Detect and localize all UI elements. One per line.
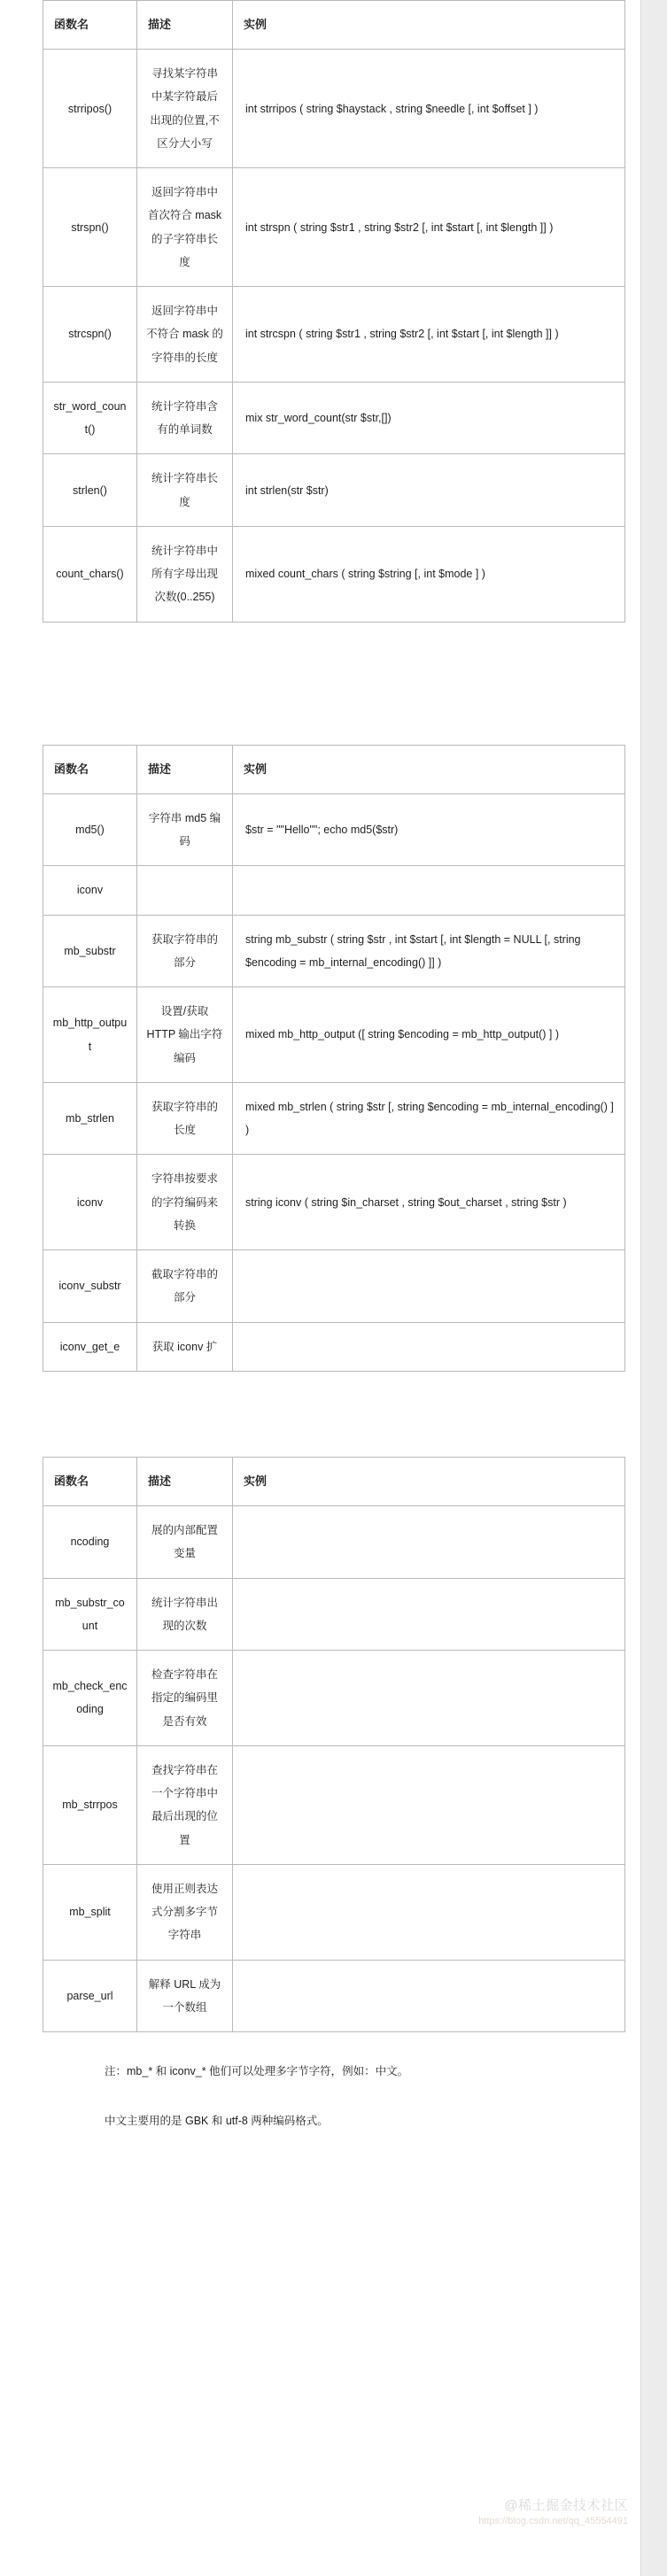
cell-function-name: strspn()	[43, 168, 137, 287]
column-header-description: 描述	[137, 1, 233, 50]
watermark-brand: @稀土掘金技术社区	[504, 2498, 628, 2513]
cell-description: 统计字符串长度	[137, 454, 233, 527]
cell-example	[233, 1651, 625, 1746]
footer-notes	[0, 2032, 641, 2129]
cell-function-name: mb_http_output	[43, 987, 137, 1083]
column-header-description: 描述	[137, 1457, 233, 1505]
mb-functions-table	[43, 1457, 625, 2032]
note-line-encoding: 中文主要用的是 GBK 和 utf-8 两种编码格式。	[105, 2114, 329, 2127]
cell-description: 展的内部配置变量	[137, 1506, 233, 1579]
column-header-name: 函数名	[43, 745, 137, 793]
cell-function-name: mb_substr	[43, 915, 137, 987]
cell-description: 截取字符串的部分	[137, 1250, 233, 1323]
cell-description: 返回字符串中首次符合 mask 的子字符串长度	[137, 168, 233, 287]
cell-example: int strcspn ( string $str1 , string $str2 [, int $start [, int $length ]] )	[233, 287, 625, 383]
cell-example: mixed mb_http_output ([ string $encoding = mb_http_output() ] )	[233, 987, 625, 1083]
column-header-description: 描述	[137, 745, 233, 793]
cell-example	[233, 1322, 625, 1371]
cell-example: mixed count_chars ( string $string [, int $mode ] )	[233, 526, 625, 622]
table-block-encoding-functions	[0, 745, 641, 1372]
cell-example: int strlen(str $str)	[233, 454, 625, 527]
string-functions-table	[43, 0, 625, 623]
cell-example	[233, 1578, 625, 1651]
cell-function-name: strripos()	[43, 50, 137, 168]
cell-example: mix str_word_count(str $str,[])	[233, 382, 625, 454]
cell-function-name: mb_check_encoding	[43, 1651, 137, 1746]
table-row	[43, 866, 625, 915]
table-row	[43, 1082, 625, 1155]
note-line-multibyte: 注：mb_* 和 iconv_* 他们可以处理多字节字符，例如：中文。	[105, 2065, 409, 2078]
table-row	[43, 1651, 625, 1746]
cell-example	[233, 866, 625, 915]
table-row	[43, 50, 625, 168]
table-row	[43, 526, 625, 622]
table-row	[43, 987, 625, 1083]
cell-example	[233, 1960, 625, 2032]
cell-description: 设置/获取 HTTP 输出字符编码	[137, 987, 233, 1083]
table-row	[43, 168, 625, 287]
table-row	[43, 382, 625, 454]
cell-description: 统计字符串出现的次数	[137, 1578, 233, 1651]
cell-example	[233, 1506, 625, 1579]
cell-function-name: iconv_substr	[43, 1250, 137, 1323]
cell-function-name: md5()	[43, 793, 137, 866]
table-row	[43, 1250, 625, 1323]
table-row	[43, 287, 625, 383]
cell-function-name: mb_substr_count	[43, 1578, 137, 1651]
section-gap	[0, 1372, 641, 1457]
cell-function-name: iconv	[43, 1155, 137, 1250]
cell-function-name: parse_url	[43, 1960, 137, 2032]
table-row	[43, 1322, 625, 1371]
cell-example: string mb_substr ( string $str , int $start [, int $length = NULL [, string $encoding = mb_internal_encoding() ]] )	[233, 915, 625, 987]
cell-description: 获取字符串的部分	[137, 915, 233, 987]
table-header-row	[43, 1, 625, 50]
cell-description: 统计字符串含有的单词数	[137, 382, 233, 454]
page-right-margin-strip	[640, 0, 667, 2576]
cell-function-name: iconv	[43, 866, 137, 915]
cell-function-name: mb_split	[43, 1864, 137, 1960]
cell-function-name: iconv_get_e	[43, 1322, 137, 1371]
cell-example: int strripos ( string $haystack , string $needle [, int $offset ] )	[233, 50, 625, 168]
column-header-example: 实例	[233, 745, 625, 793]
cell-example	[233, 1864, 625, 1960]
cell-description	[137, 866, 233, 915]
column-header-example: 实例	[233, 1, 625, 50]
column-header-name: 函数名	[43, 1457, 137, 1505]
column-header-name: 函数名	[43, 1, 137, 50]
cell-description: 解释 URL 成为一个数组	[137, 1960, 233, 2032]
watermark-url: https://blog.csdn.net/qq_45554491	[478, 2516, 628, 2526]
cell-example: $str = ""Hello""; echo md5($str)	[233, 793, 625, 866]
watermark	[478, 2495, 628, 2526]
cell-description: 获取字符串的长度	[137, 1082, 233, 1155]
table-row	[43, 915, 625, 987]
table-row	[43, 1506, 625, 1579]
cell-function-name: count_chars()	[43, 526, 137, 622]
column-header-example: 实例	[233, 1457, 625, 1505]
cell-description: 字符串按要求的字符编码来转换	[137, 1155, 233, 1250]
cell-example	[233, 1250, 625, 1323]
cell-function-name: mb_strrpos	[43, 1745, 137, 1864]
cell-function-name: mb_strlen	[43, 1082, 137, 1155]
table-block-string-functions	[0, 0, 641, 623]
table-header-row	[43, 745, 625, 793]
cell-function-name: strcspn()	[43, 287, 137, 383]
cell-example: mixed mb_strlen ( string $str [, string $encoding = mb_internal_encoding() ] )	[233, 1082, 625, 1155]
cell-description: 查找字符串在一个字符串中最后出现的位置	[137, 1745, 233, 1864]
cell-example	[233, 1745, 625, 1864]
cell-function-name: str_word_count()	[43, 382, 137, 454]
section-gap	[0, 623, 641, 745]
table-row	[43, 1745, 625, 1864]
table-header-row	[43, 1457, 625, 1505]
cell-description: 字符串 md5 编码	[137, 793, 233, 866]
table-row	[43, 1155, 625, 1250]
encoding-functions-table	[43, 745, 625, 1372]
cell-example: int strspn ( string $str1 , string $str2 [, int $start [, int $length ]] )	[233, 168, 625, 287]
cell-description: 统计字符串中所有字母出现次数(0..255)	[137, 526, 233, 622]
table-row	[43, 1578, 625, 1651]
cell-description: 寻找某字符串中某字符最后出现的位置,不区分大小写	[137, 50, 233, 168]
table-row	[43, 1864, 625, 1960]
table-row	[43, 1960, 625, 2032]
table-row	[43, 793, 625, 866]
cell-function-name: ncoding	[43, 1506, 137, 1579]
cell-description: 返回字符串中不符合 mask 的字符串的长度	[137, 287, 233, 383]
cell-description: 获取 iconv 扩	[137, 1322, 233, 1371]
cell-example: string iconv ( string $in_charset , string $out_charset , string $str )	[233, 1155, 625, 1250]
cell-description: 检查字符串在指定的编码里是否有效	[137, 1651, 233, 1746]
table-row	[43, 454, 625, 527]
cell-function-name: strlen()	[43, 454, 137, 527]
cell-description: 使用正则表达式分割多字节字符串	[137, 1864, 233, 1960]
table-block-mb-functions	[0, 1457, 641, 2032]
